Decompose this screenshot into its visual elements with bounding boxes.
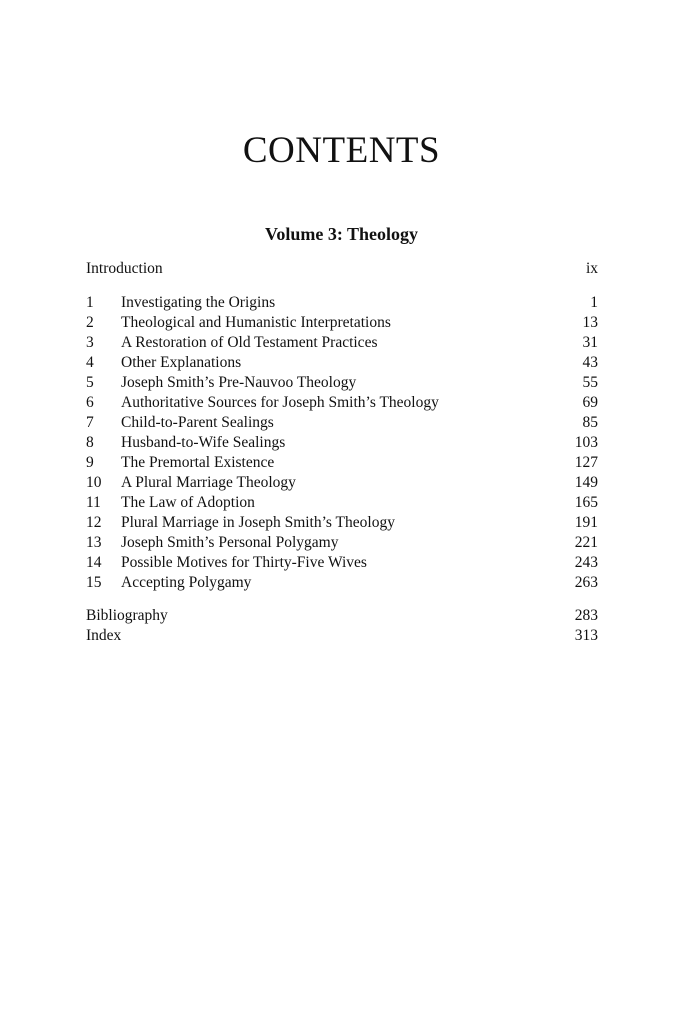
chapter-number: 1 bbox=[86, 294, 94, 311]
chapter-title: Other Explanations bbox=[121, 354, 242, 371]
chapter-title: Possible Motives for Thirty-Five Wives bbox=[121, 554, 367, 571]
chapter-number: 14 bbox=[86, 554, 102, 571]
chapter-title: The Law of Adoption bbox=[121, 494, 255, 511]
entry-page-number: 165 bbox=[574, 494, 598, 511]
chapter-number: 11 bbox=[86, 494, 101, 511]
chapter-title: Husband-to-Wife Sealings bbox=[121, 434, 286, 451]
chapter-number: 4 bbox=[86, 354, 94, 371]
chapter-title: A Plural Marriage Theology bbox=[121, 474, 296, 491]
chapter-number: 7 bbox=[86, 414, 94, 431]
backmatter-list bbox=[86, 606, 598, 646]
entry-page-number: 13 bbox=[582, 314, 598, 331]
entry-page-number: 43 bbox=[582, 354, 598, 371]
toc-entry-chapter bbox=[86, 353, 598, 373]
toc-entry-chapter bbox=[86, 513, 598, 533]
toc-entry-chapter bbox=[86, 553, 598, 573]
chapter-number: 5 bbox=[86, 374, 94, 391]
page-title: CONTENTS bbox=[242, 129, 441, 171]
toc-entry-chapter bbox=[86, 393, 598, 413]
entry-page-number: 55 bbox=[582, 374, 598, 391]
volume-heading: Volume 3: Theology bbox=[264, 224, 419, 244]
chapter-title: Theological and Humanistic Interpretations bbox=[121, 314, 391, 331]
chapter-number: 9 bbox=[86, 454, 94, 471]
entry-page-number: 85 bbox=[582, 414, 598, 431]
entry-page-number: 263 bbox=[574, 574, 598, 591]
entry-page-number: 1 bbox=[590, 294, 598, 311]
intro-section bbox=[86, 259, 598, 279]
entry-page-number: 127 bbox=[574, 454, 598, 471]
chapter-number: 6 bbox=[86, 394, 94, 411]
chapter-title: Accepting Polygamy bbox=[121, 574, 252, 591]
chapter-number: 3 bbox=[86, 334, 94, 351]
toc-entry-chapter bbox=[86, 573, 598, 593]
chapter-title: A Restoration of Old Testament Practices bbox=[121, 334, 378, 351]
chapter-number: 2 bbox=[86, 314, 94, 331]
entry-page-number: 243 bbox=[574, 554, 598, 571]
entry-page-number: 69 bbox=[582, 394, 598, 411]
toc-entry-backmatter bbox=[86, 606, 598, 626]
chapter-title: Joseph Smith’s Personal Polygamy bbox=[121, 534, 339, 551]
chapter-title: The Premortal Existence bbox=[121, 454, 275, 471]
chapter-title: Authoritative Sources for Joseph Smith’s Theology bbox=[121, 394, 439, 411]
entry-page-number: 191 bbox=[574, 514, 598, 531]
chapter-title: Plural Marriage in Joseph Smith’s Theology bbox=[121, 514, 395, 531]
chapter-title: Joseph Smith’s Pre-Nauvoo Theology bbox=[121, 374, 357, 391]
entry-label: Bibliography bbox=[86, 607, 168, 624]
chapter-number: 8 bbox=[86, 434, 94, 451]
entry-page-number: ix bbox=[585, 260, 598, 277]
toc-entry-chapter bbox=[86, 493, 598, 513]
chapter-number: 13 bbox=[86, 534, 102, 551]
entry-page-number: 149 bbox=[574, 474, 598, 491]
chapter-number: 15 bbox=[86, 574, 102, 591]
toc-entry-backmatter bbox=[86, 626, 598, 646]
toc-entry-chapter bbox=[86, 413, 598, 433]
toc-entry-chapter bbox=[86, 373, 598, 393]
toc-entry-introduction bbox=[86, 259, 598, 279]
entry-label: Index bbox=[86, 627, 122, 644]
toc-entry-chapter bbox=[86, 333, 598, 353]
chapter-number: 12 bbox=[86, 514, 102, 531]
entry-label: Introduction bbox=[86, 260, 163, 277]
entry-page-number: 31 bbox=[582, 334, 598, 351]
toc-entry-chapter bbox=[86, 453, 598, 473]
toc-entry-chapter bbox=[86, 533, 598, 553]
entry-page-number: 103 bbox=[574, 434, 598, 451]
chapter-title: Investigating the Origins bbox=[121, 294, 276, 311]
entry-page-number: 283 bbox=[574, 607, 598, 624]
chapter-title: Child-to-Parent Sealings bbox=[121, 414, 274, 431]
toc-entry-chapter bbox=[86, 313, 598, 333]
toc-entry-chapter bbox=[86, 473, 598, 493]
toc-entry-chapter bbox=[86, 433, 598, 453]
chapter-list bbox=[86, 293, 598, 593]
toc-entry-chapter bbox=[86, 293, 598, 313]
chapter-number: 10 bbox=[86, 474, 102, 491]
entry-page-number: 221 bbox=[574, 534, 598, 551]
entry-page-number: 313 bbox=[574, 627, 598, 644]
